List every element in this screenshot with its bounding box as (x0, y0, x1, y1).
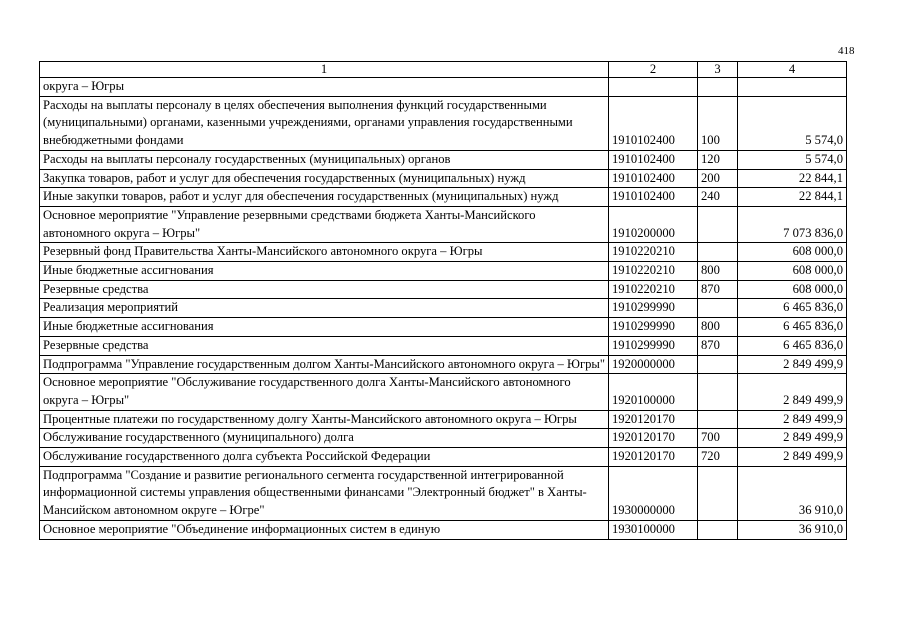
type-cell: 700 (698, 429, 738, 448)
code-cell: 1910220210 (609, 280, 698, 299)
name-cell: Процентные платежи по государственному долгу Ханты-Мансийского автономного округа – Югры (40, 410, 609, 429)
code-cell: 1910299990 (609, 299, 698, 318)
amount-cell: 608 000,0 (738, 243, 847, 262)
table-row (40, 169, 847, 188)
type-cell: 240 (698, 188, 738, 207)
type-cell (698, 206, 738, 242)
header-col-3: 3 (698, 62, 738, 78)
name-cell: Реализация мероприятий (40, 299, 609, 318)
table-row (40, 355, 847, 374)
name-cell: Резервные средства (40, 280, 609, 299)
code-cell: 1910299990 (609, 336, 698, 355)
type-cell (698, 355, 738, 374)
name-cell: Расходы на выплаты персоналу государственных (муниципальных) органов (40, 150, 609, 169)
type-cell: 870 (698, 336, 738, 355)
name-cell: Резервный фонд Правительства Ханты-Мансийского автономного округа – Югры (40, 243, 609, 262)
code-cell: 1930000000 (609, 466, 698, 520)
table-row (40, 262, 847, 281)
code-cell: 1920100000 (609, 374, 698, 410)
name-cell: Иные закупки товаров, работ и услуг для обеспечения государственных (муниципальных) нужд (40, 188, 609, 207)
table-body (40, 78, 847, 540)
header-col-1: 1 (40, 62, 609, 78)
code-cell: 1910220210 (609, 243, 698, 262)
code-cell: 1910102400 (609, 96, 698, 150)
name-cell: Резервные средства (40, 336, 609, 355)
code-cell: 1920120170 (609, 429, 698, 448)
amount-cell: 22 844,1 (738, 169, 847, 188)
name-cell: Иные бюджетные ассигнования (40, 262, 609, 281)
type-cell (698, 299, 738, 318)
type-cell (698, 374, 738, 410)
type-cell (698, 78, 738, 97)
code-cell: 1910102400 (609, 150, 698, 169)
name-cell: Расходы на выплаты персоналу в целях обеспечения выполнения функций государственными (муниципальными) органами, казенными учреждениями, органами управления государственными внебюджетными фондами (40, 96, 609, 150)
table-row (40, 188, 847, 207)
name-cell: Основное мероприятие "Объединение информационных систем в единую (40, 520, 609, 539)
code-cell: 1910220210 (609, 262, 698, 281)
table-row (40, 150, 847, 169)
table-row (40, 243, 847, 262)
name-cell: Подпрограмма "Управление государственным долгом Ханты-Мансийского автономного округа – Югры" (40, 355, 609, 374)
type-cell (698, 520, 738, 539)
code-cell: 1930100000 (609, 520, 698, 539)
name-cell: Основное мероприятие "Обслуживание государственного долга Ханты-Мансийского автономного округа – Югры" (40, 374, 609, 410)
type-cell: 800 (698, 318, 738, 337)
name-cell: Подпрограмма "Создание и развитие регионального сегмента государственной интегрированной информационной системы управления общественными финансами "Электронный бюджет" в Ханты-Мансийском автономном округе – Югре" (40, 466, 609, 520)
amount-cell: 6 465 836,0 (738, 336, 847, 355)
type-cell: 120 (698, 150, 738, 169)
header-row (40, 62, 847, 78)
table-row (40, 299, 847, 318)
amount-cell: 6 465 836,0 (738, 299, 847, 318)
code-cell: 1920120170 (609, 448, 698, 467)
table-row (40, 280, 847, 299)
amount-cell: 608 000,0 (738, 262, 847, 281)
table-row (40, 448, 847, 467)
name-cell: Обслуживание государственного (муниципального) долга (40, 429, 609, 448)
code-cell: 1920000000 (609, 355, 698, 374)
code-cell: 1910102400 (609, 188, 698, 207)
amount-cell: 2 849 499,9 (738, 448, 847, 467)
amount-cell: 2 849 499,9 (738, 355, 847, 374)
code-cell: 1910299990 (609, 318, 698, 337)
type-cell: 720 (698, 448, 738, 467)
amount-cell (738, 78, 847, 97)
table-row (40, 336, 847, 355)
code-cell: 1910200000 (609, 206, 698, 242)
name-cell: Закупка товаров, работ и услуг для обеспечения государственных (муниципальных) нужд (40, 169, 609, 188)
table-row (40, 520, 847, 539)
amount-cell: 5 574,0 (738, 150, 847, 169)
table-row (40, 96, 847, 150)
amount-cell: 2 849 499,9 (738, 374, 847, 410)
name-cell: Основное мероприятие "Управление резервными средствами бюджета Ханты-Мансийского автономного округа – Югры" (40, 206, 609, 242)
amount-cell: 608 000,0 (738, 280, 847, 299)
table-row (40, 374, 847, 410)
name-cell: Иные бюджетные ассигнования (40, 318, 609, 337)
table-row (40, 78, 847, 97)
table-row (40, 318, 847, 337)
amount-cell: 6 465 836,0 (738, 318, 847, 337)
type-cell: 100 (698, 96, 738, 150)
table-row (40, 206, 847, 242)
header-col-4: 4 (738, 62, 847, 78)
amount-cell: 36 910,0 (738, 466, 847, 520)
amount-cell: 22 844,1 (738, 188, 847, 207)
table-row (40, 410, 847, 429)
type-cell: 870 (698, 280, 738, 299)
name-cell: округа – Югры (40, 78, 609, 97)
name-cell: Обслуживание государственного долга субъекта Российской Федерации (40, 448, 609, 467)
table-row (40, 429, 847, 448)
code-cell: 1910102400 (609, 169, 698, 188)
amount-cell: 36 910,0 (738, 520, 847, 539)
type-cell (698, 466, 738, 520)
amount-cell: 2 849 499,9 (738, 429, 847, 448)
code-cell: 1920120170 (609, 410, 698, 429)
header-col-2: 2 (609, 62, 698, 78)
code-cell (609, 78, 698, 97)
amount-cell: 7 073 836,0 (738, 206, 847, 242)
amount-cell: 5 574,0 (738, 96, 847, 150)
budget-table (39, 61, 847, 540)
page-number: 418 (838, 45, 855, 57)
type-cell: 800 (698, 262, 738, 281)
table-row (40, 466, 847, 520)
type-cell: 200 (698, 169, 738, 188)
type-cell (698, 410, 738, 429)
amount-cell: 2 849 499,9 (738, 410, 847, 429)
type-cell (698, 243, 738, 262)
